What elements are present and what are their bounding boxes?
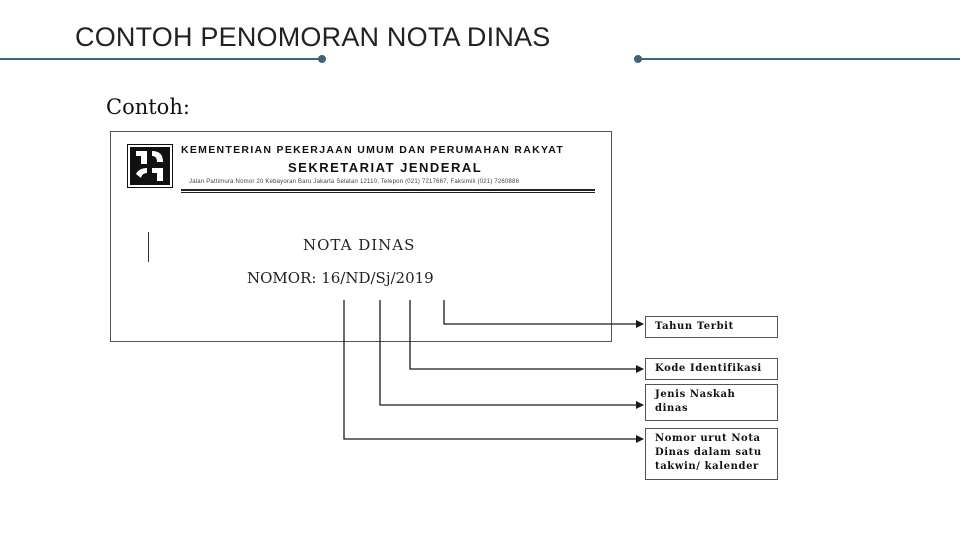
- ministry-name: KEMENTERIAN PEKERJAAN UMUM DAN PERUMAHAN RAKYAT: [181, 144, 565, 156]
- slide-title: CONTOH PENOMORAN NOTA DINAS: [75, 22, 551, 52]
- connector-tahun-terbit: [444, 300, 643, 324]
- memo-number: NOMOR: 16/ND/Sj/2019: [247, 269, 434, 287]
- connector-jenis-naskah: [380, 300, 643, 405]
- connector-kode-identifikasi: [410, 300, 643, 369]
- example-label: Contoh:: [106, 95, 190, 119]
- callout-nomor-urut: Nomor urut Nota Dinas dalam satu takwin/ kalender: [645, 428, 778, 480]
- memo-title: NOTA DINAS: [303, 236, 416, 254]
- address-line: Jalan Pattimura Nomor 20 Kebayoran Baru Jakarta Selatan 12110, Telepon (021) 7217667, Faksimili (021) 7260886: [189, 179, 520, 185]
- secretariat-name: SEKRETARIAT JENDERAL: [288, 160, 483, 175]
- callout-tahun-terbit: Tahun Terbit: [645, 316, 778, 338]
- callout-kode-identifikasi: Kode Identifikasi: [645, 358, 778, 380]
- callout-jenis-naskah: Jenis Naskah dinas: [645, 384, 778, 421]
